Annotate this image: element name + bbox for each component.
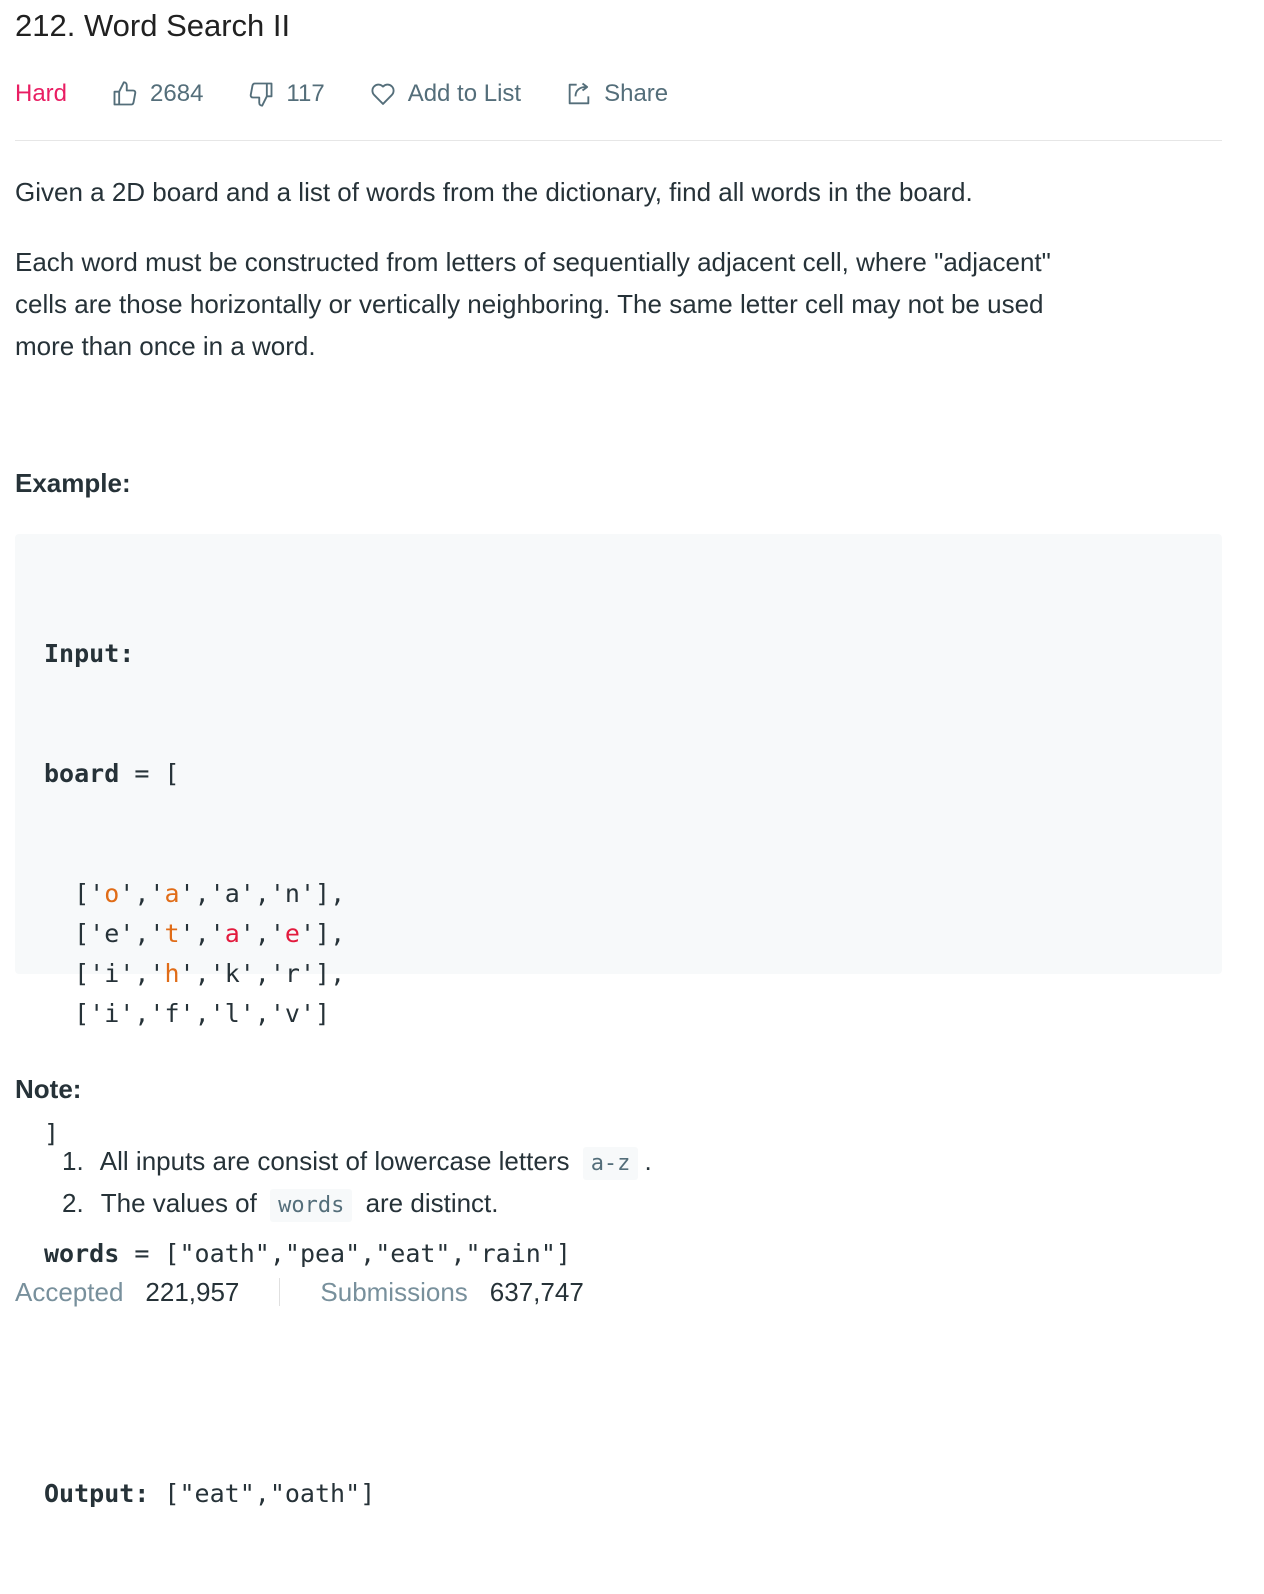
output-array: ["eat","oath"] xyxy=(164,1479,376,1508)
string-item: rain xyxy=(480,1239,541,1268)
header-divider xyxy=(15,140,1222,141)
difficulty-badge: Hard xyxy=(15,80,68,107)
board-cell: l xyxy=(224,999,240,1028)
board-row: ['o','a','a','n'], xyxy=(44,879,346,908)
board-cell: n xyxy=(284,879,300,908)
board-row: ['i','f','l','v'] xyxy=(44,999,331,1028)
note-item-text: The values of xyxy=(100,1188,257,1218)
board-cell: e xyxy=(104,919,120,948)
stats-divider xyxy=(279,1278,280,1306)
board-name: board xyxy=(44,759,120,788)
board-cell: e xyxy=(284,919,300,948)
board-row: ['i','h','k','r'], xyxy=(44,959,346,988)
example-heading: Example: xyxy=(15,468,131,498)
share-button[interactable] xyxy=(565,80,668,108)
thumbs-down-icon xyxy=(247,80,275,108)
note-heading: Note: xyxy=(15,1074,82,1104)
string-item: pea xyxy=(299,1239,346,1268)
submissions-value: 637,747 xyxy=(489,1276,584,1307)
note-item-end: . xyxy=(644,1146,652,1176)
submission-stats xyxy=(15,1270,584,1314)
board-cell: h xyxy=(164,959,180,988)
accepted-value: 221,957 xyxy=(145,1276,240,1307)
board-cell: a xyxy=(224,919,240,948)
like-count: 2684 xyxy=(150,80,204,107)
problem-title: 212. Word Search II xyxy=(15,8,291,43)
words-array: ["oath","pea","eat","rain"] xyxy=(164,1239,571,1268)
submissions-label: Submissions xyxy=(320,1276,468,1307)
add-to-list-label: Add to List xyxy=(407,80,522,107)
like-button[interactable] xyxy=(111,80,203,108)
note-item-number: 1. xyxy=(62,1146,84,1176)
dislike-count: 117 xyxy=(286,80,325,107)
board-cell: o xyxy=(104,879,120,908)
words-name: words xyxy=(44,1239,120,1268)
board-cell: t xyxy=(164,919,180,948)
board-cell: k xyxy=(224,959,240,988)
board-cell: a xyxy=(164,879,180,908)
string-item: eat xyxy=(194,1479,240,1508)
inline-code: a-z xyxy=(583,1147,639,1180)
share-icon xyxy=(565,80,593,108)
note-item-text: All inputs are consist of lowercase letters xyxy=(99,1146,570,1176)
accepted-label: Accepted xyxy=(15,1276,124,1307)
note-item xyxy=(62,1182,652,1224)
input-label: Input: xyxy=(44,639,135,668)
string-item: eat xyxy=(390,1239,436,1268)
string-item: oath xyxy=(284,1479,346,1508)
description-rules xyxy=(15,241,1215,367)
description-rules-line: Each word must be constructed from letters of sequentially adjacent cell, where "adjacent" xyxy=(15,247,1051,277)
description-intro: Given a 2D board and a list of words from the dictionary, find all words in the board. xyxy=(15,177,973,207)
board-cell: v xyxy=(284,999,300,1028)
note-item xyxy=(62,1140,652,1182)
output-label: Output: xyxy=(44,1479,150,1508)
description-rules-line: cells are those horizontally or vertically neighboring. The same letter cell may not be used xyxy=(15,289,1044,319)
problem-meta-bar xyxy=(15,72,712,116)
example-code: Input: board = [ ['o','a','a','n'], ['e','t','a','e'], ['i','h','k','r'], ['i','f','l','v'] ] words = ["oath","pea","eat","rain"] Output: ["eat","oath"] xyxy=(44,639,571,1508)
add-to-list-button[interactable] xyxy=(369,80,521,108)
dislike-button[interactable] xyxy=(247,80,324,108)
inline-code: words xyxy=(270,1189,352,1222)
board-cell: a xyxy=(224,879,240,908)
note-item-end: are distinct. xyxy=(365,1188,499,1218)
board-row: ['e','t','a','e'], xyxy=(44,919,346,948)
share-label: Share xyxy=(604,80,669,107)
note-item-number: 2. xyxy=(62,1188,84,1218)
description-rules-line: more than once in a word. xyxy=(15,331,316,361)
board-cell: i xyxy=(104,959,120,988)
string-item: oath xyxy=(194,1239,255,1268)
note-list xyxy=(62,1140,652,1224)
heart-icon xyxy=(369,80,397,108)
board-cell: i xyxy=(104,999,120,1028)
thumbs-up-icon xyxy=(111,80,139,108)
board-cell: r xyxy=(284,959,300,988)
board-cell: f xyxy=(164,999,180,1028)
board-rows xyxy=(44,874,571,1034)
